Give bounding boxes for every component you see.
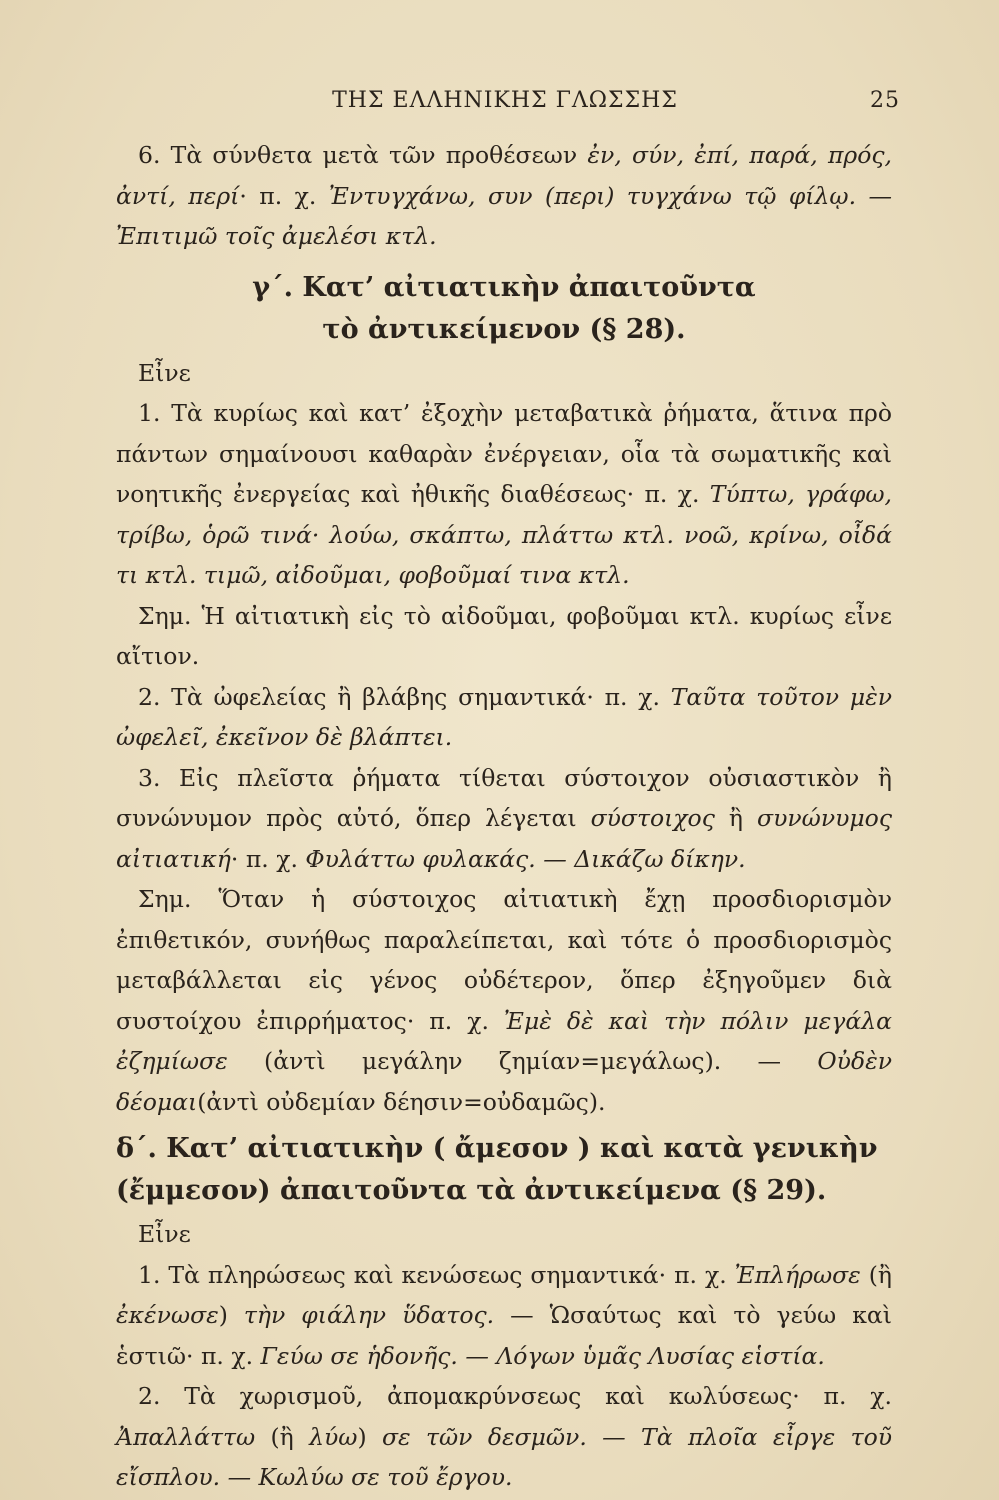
section-heading-delta: δ΄. Κατ’ αἰτιατικὴν ( ἄμεσον ) καὶ κατὰ γενικὴν (ἔμμεσον) ἀπαιτοῦντα τὰ ἀντικείμενα (§ 29). <box>116 1133 878 1206</box>
paragraph-g2: 2. Τὰ ὠφελείας ἢ βλάβης σημαντικά· π. χ. Ταῦτα τοῦτον μὲν ὠφελεῖ, ἐκεῖνον δὲ βλάπτει. <box>116 682 892 751</box>
paragraph-g3: 3. Εἰς πλεῖστα ῥήματα τίθεται σύστοιχον οὐσιαστικὸν ἢ συνώνυμον πρὸς αὐτό, ὅπερ λέγεται σύστοιχος ἢ συνώνυμος αἰτιατική· π. χ. Φυλάττω φυλακάς. — Δικάζω δίκην. <box>116 763 892 873</box>
eine-label: Εἶνε <box>138 358 191 387</box>
page-number: 25 <box>870 88 900 113</box>
running-header <box>120 88 900 124</box>
note-2: Σημ. Ὅταν ἡ σύστοιχος αἰτιατικὴ ἔχῃ προσδιορισμὸν ἐπιθετικόν, συνήθως παραλείπεται, καὶ τότε ὁ προσδιορισμὸς μεταβάλλεται εἰς γένος οὐδέτερον, ὅπερ ἐξηγοῦμεν διὰ συστοίχου ἐπιρρήματος· π. χ. Ἐμὲ δὲ καὶ τὴν πόλιν μεγάλα ἐζημίωσε (ἀντὶ μεγάλην ζημίαν=μεγάλως). — Οὐδὲν δέομαι(ἀντὶ οὐδεμίαν δέησιν=οὐδαμῶς). <box>116 885 892 1116</box>
page-body <box>116 135 892 1498</box>
paragraph-d1: 1. Τὰ πληρώσεως καὶ κενώσεως σημαντικά· π. χ. Ἐπλήρωσε (ἢ ἐκένωσε) τὴν φιάλην ὕδατος. — Ὡσαύτως καὶ τὸ γεύω καὶ ἑστιῶ· π. χ. Γεύω σε ἡδονῆς. — Λόγων ὑμᾶς Λυσίας εἱστία. <box>116 1260 892 1370</box>
note-1: Σημ. Ἡ αἰτιατικὴ εἰς τὸ αἰδοῦμαι, φοβοῦμαι κτλ. κυρίως εἶνε αἴτιον. <box>116 601 892 670</box>
paragraph-6: 6. Τὰ σύνθετα μετὰ τῶν προθέσεων ἐν, σύν, ἐπί, παρά, πρός, ἀντί, περί· π. χ. Ἐντυγχάνω, συν (περι) τυγχάνω τῷ φίλῳ. — Ἐπιτιμῶ τοῖς ἀμελέσι κτλ. <box>116 141 892 250</box>
paragraph-d2: 2. Τὰ χωρισμοῦ, ἀπομακρύνσεως καὶ κωλύσεως· π. χ. Ἀπαλλάττω (ἢ λύω) σε τῶν δεσμῶν. — Τὰ πλοῖα εἶργε τοῦ εἴσπλου. — Κωλύω σε τοῦ ἔργου. <box>116 1382 893 1491</box>
running-title: ΤΗΣ ΕΛΛΗΝΙΚΗΣ ΓΛΩΣΣΗΣ <box>332 88 678 113</box>
section-heading-gamma: γ΄. Κατ’ αἰτιατικὴν ἀπαιτοῦντα τὸ ἀντικείμενον (§ 28). <box>252 271 756 345</box>
eine-label-2: Εἶνε <box>138 1220 191 1248</box>
paragraph-g1: 1. Τὰ κυρίως καὶ κατ’ ἐξοχὴν μεταβατικὰ ῥήματα, ἅτινα πρὸ πάντων σημαίνουσι καθαρὰν ἐνέργειαν, οἷα τὰ σωματικῆς καὶ νοητικῆς ἐνεργείας καὶ ἠθικῆς διαθέσεως· π. χ. Τύπτω, γράφω, τρίβω, ὁρῶ τινά· λούω, σκάπτω, πλάττω κτλ. νοῶ, κρίνω, οἶδά τι κτλ. τιμῶ, αἰδοῦμαι, φοβοῦμαί τινα κτλ. <box>116 399 892 589</box>
